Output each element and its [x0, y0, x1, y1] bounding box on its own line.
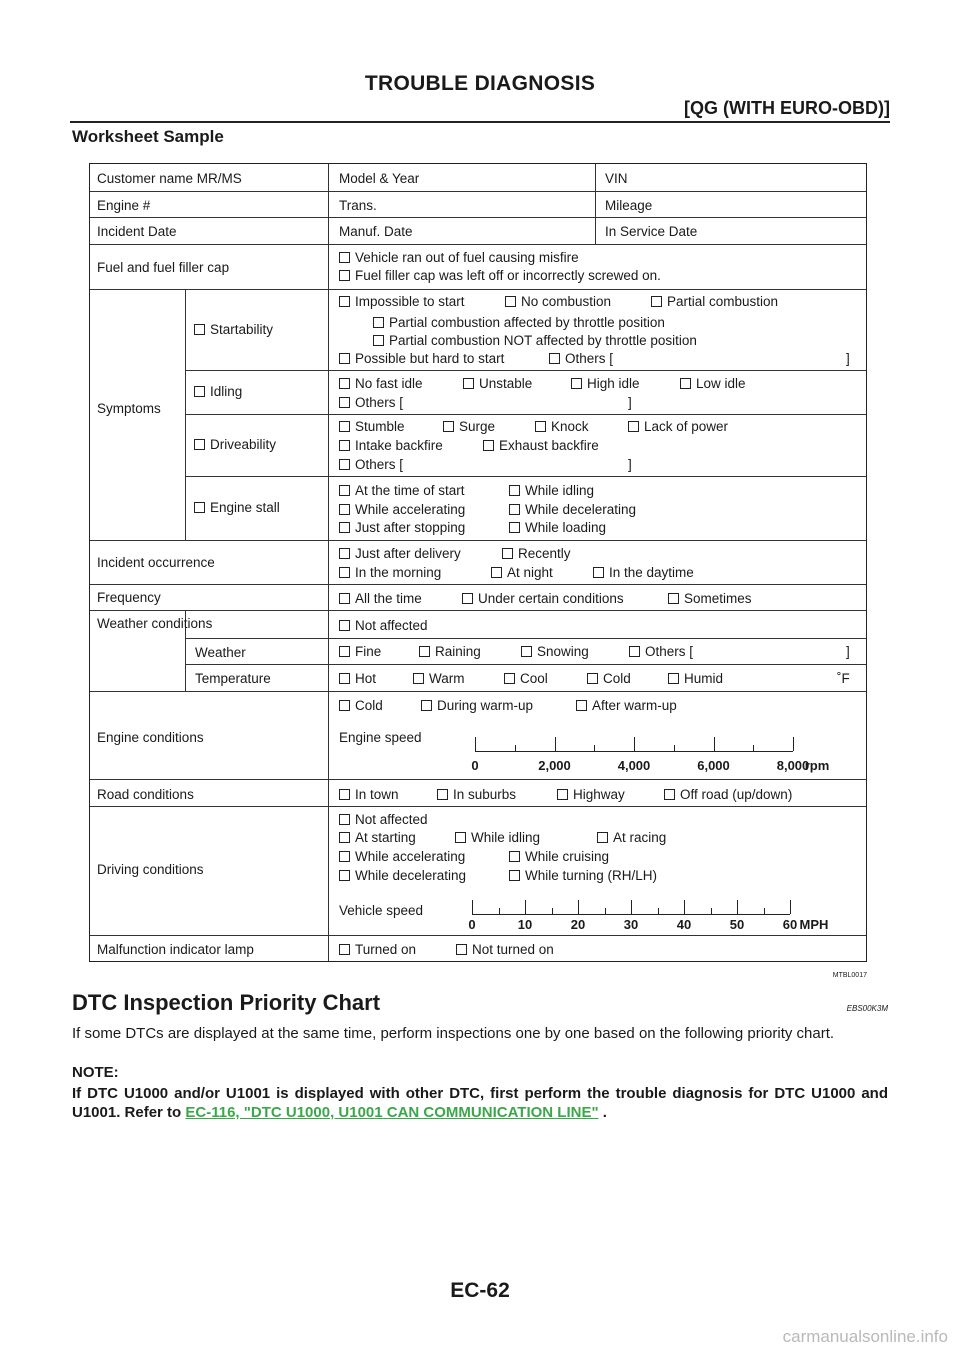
symptoms-label: Symptoms — [97, 401, 161, 416]
page-number: EC-62 — [450, 1279, 510, 1302]
idling-others-close: ] — [628, 395, 632, 410]
scale-tick-label: 60 — [782, 917, 798, 932]
at-racing-option[interactable]: At racing — [597, 831, 666, 845]
vin-label: VIN — [605, 171, 628, 186]
worksheet-table — [89, 163, 867, 962]
scale-unit: MPH — [799, 917, 829, 932]
scale-tick-label: 20 — [570, 917, 586, 932]
idling-others-option[interactable]: Others [ — [339, 396, 403, 410]
driveability-others-close: ] — [628, 457, 632, 472]
scale-minor-tick — [515, 745, 516, 751]
driving-not-affected-option[interactable]: Not affected — [339, 813, 428, 827]
weather-not-affected-option[interactable]: Not affected — [339, 619, 428, 633]
scale-major-tick — [634, 737, 635, 751]
scale-minor-tick — [711, 908, 712, 914]
cool-option[interactable]: Cool — [504, 672, 548, 686]
scale-tick-label: 6,000 — [697, 758, 730, 773]
at-starting-option[interactable]: At starting — [339, 831, 416, 845]
scale-minor-tick — [764, 908, 765, 914]
scale-tick-label: 8,000 — [776, 758, 810, 773]
dtc-title: DTC Inspection Priority Chart — [72, 990, 381, 1015]
highway-option[interactable]: Highway — [557, 788, 625, 802]
driving-conditions-label: Driving conditions — [97, 862, 204, 877]
exhaust-backfire-option[interactable]: Exhaust backfire — [483, 439, 599, 453]
scale-tick-label: 0 — [468, 917, 476, 932]
header-subtitle: [QG (WITH EURO-OBD)] — [684, 98, 890, 118]
scale-minor-tick — [658, 908, 659, 914]
stall-while-decel-option[interactable]: While decelerating — [509, 503, 636, 517]
recently-option[interactable]: Recently — [502, 547, 571, 561]
fine-option[interactable]: Fine — [339, 645, 381, 659]
scale-major-tick — [631, 900, 632, 914]
checkbox[interactable] — [339, 270, 350, 281]
engine-speed-label: Engine speed — [339, 730, 422, 745]
fuel-option-cap-off[interactable]: Fuel filler cap was left off or incorrectly screwed on. — [339, 269, 661, 283]
daytime-option[interactable]: In the daytime — [593, 566, 694, 580]
scale-baseline — [472, 914, 790, 915]
all-the-time-option[interactable]: All the time — [339, 592, 422, 606]
temperature-label: Temperature — [195, 671, 271, 686]
high-idle-option[interactable]: High idle — [571, 377, 640, 391]
in-town-option[interactable]: In town — [339, 788, 399, 802]
no-fast-idle-option[interactable]: No fast idle — [339, 377, 423, 391]
turned-on-option[interactable]: Turned on — [339, 943, 416, 957]
scale-minor-tick — [552, 908, 553, 914]
stall-while-accel-option[interactable]: While accelerating — [339, 503, 465, 517]
weather-others-close: ] — [846, 644, 850, 659]
startability-option[interactable]: Startability — [194, 323, 273, 337]
scale-tick-label: 2,000 — [538, 758, 571, 773]
scale-unit: rpm — [804, 758, 830, 773]
dtc-doc-id: EBS00K3M — [846, 1004, 888, 1013]
raining-option[interactable]: Raining — [419, 645, 481, 659]
cold-option[interactable]: Cold — [587, 672, 631, 686]
after-warmup-option[interactable]: After warm-up — [576, 699, 677, 713]
scale-major-tick — [555, 737, 556, 751]
snowing-option[interactable]: Snowing — [521, 645, 589, 659]
scale-minor-tick — [594, 745, 595, 751]
weather-label: Weather — [195, 645, 246, 660]
note-text: If DTC U1000 and/or U1001 is displayed with other DTC, first perform the trouble diagnosis for DTC U1000 and U1001. Refer to EC-116, "DTC U1000, U1001 CAN COMMUNICATION LINE" . — [72, 1085, 888, 1121]
while-loading-option[interactable]: While loading — [509, 521, 606, 535]
partial-throttle-option[interactable]: Partial combustion affected by throttle position — [373, 316, 665, 330]
scale-major-tick — [714, 737, 715, 751]
scale-major-tick — [793, 737, 794, 751]
knock-option[interactable]: Knock — [535, 420, 589, 434]
at-night-option[interactable]: At night — [491, 566, 553, 580]
scale-tick-label: 4,000 — [617, 758, 651, 773]
scale-minor-tick — [674, 745, 675, 751]
partial-not-throttle-option[interactable]: Partial combustion NOT affected by throttle position — [373, 334, 697, 348]
not-turned-on-option[interactable]: Not turned on — [456, 943, 554, 957]
during-warmup-option[interactable]: During warm-up — [421, 699, 533, 713]
scale-major-tick — [790, 900, 791, 914]
scale-minor-tick — [605, 908, 606, 914]
scale-minor-tick — [753, 745, 754, 751]
scale-tick-label: 50 — [729, 917, 745, 932]
scale-major-tick — [578, 900, 579, 914]
scale-major-tick — [472, 900, 473, 914]
vehicle-speed-label: Vehicle speed — [339, 903, 424, 918]
stall-while-idling-option[interactable]: While idling — [509, 484, 594, 498]
engine-cold-option[interactable]: Cold — [339, 699, 383, 713]
temperature-unit: ˚F — [837, 671, 850, 686]
header-rule — [70, 121, 890, 123]
possible-hard-start-option[interactable]: Possible but hard to start — [339, 352, 504, 366]
scale-minor-tick — [499, 908, 500, 914]
stumble-option[interactable]: Stumble — [339, 420, 405, 434]
frequency-label: Frequency — [97, 590, 161, 605]
startability-others-close: ] — [846, 351, 850, 366]
mil-label: Malfunction indicator lamp — [97, 942, 254, 957]
startability-others-option[interactable]: Others [ — [549, 352, 613, 366]
scale-tick-label: 10 — [517, 917, 533, 932]
under-certain-option[interactable]: Under certain conditions — [462, 592, 624, 606]
lack-of-power-option[interactable]: Lack of power — [628, 420, 728, 434]
just-after-delivery-option[interactable]: Just after delivery — [339, 547, 461, 561]
off-road-option[interactable]: Off road (up/down) — [664, 788, 792, 802]
engine-conditions-label: Engine conditions — [97, 730, 204, 745]
scale-major-tick — [525, 900, 526, 914]
in-service-date-label: In Service Date — [605, 224, 698, 239]
sometimes-option[interactable]: Sometimes — [668, 592, 752, 606]
humid-option[interactable]: Humid — [668, 672, 723, 686]
engine-speed-scale — [471, 737, 830, 777]
driveability-option[interactable]: Driveability — [194, 438, 276, 452]
scale-tick-label: 40 — [676, 917, 692, 932]
scale-baseline — [475, 751, 793, 752]
scale-major-tick — [475, 737, 476, 751]
engine-stall-option[interactable]: Engine stall — [194, 501, 280, 515]
note-label: NOTE: — [72, 1064, 119, 1081]
checkbox[interactable] — [339, 252, 350, 263]
incident-date-label: Incident Date — [97, 224, 177, 239]
mileage-label: Mileage — [605, 198, 653, 213]
figure-id: MTBL0017 — [832, 972, 867, 979]
low-idle-option[interactable]: Low idle — [680, 377, 746, 391]
surge-option[interactable]: Surge — [443, 420, 495, 434]
after-stopping-option[interactable]: Just after stopping — [339, 521, 465, 535]
no-combustion-option[interactable]: No combustion — [505, 295, 611, 309]
weather-conditions-label: Weather conditions — [97, 616, 213, 631]
in-suburbs-option[interactable]: In suburbs — [437, 788, 516, 802]
header-title: TROUBLE DIAGNOSIS — [364, 72, 596, 95]
driving-while-decel-option[interactable]: While decelerating — [339, 869, 466, 883]
idling-option[interactable]: Idling — [194, 385, 242, 399]
incident-occurrence-label: Incident occurrence — [97, 555, 215, 570]
watermark: carmanualsonline.info — [782, 1327, 948, 1346]
unstable-option[interactable]: Unstable — [463, 377, 532, 391]
dtc-paragraph: If some DTCs are displayed at the same time, perform inspections one by one based on the following priority chart. — [72, 1025, 835, 1042]
morning-option[interactable]: In the morning — [339, 566, 441, 580]
scale-major-tick — [737, 900, 738, 914]
driving-while-accel-option[interactable]: While accelerating — [339, 850, 465, 864]
road-conditions-label: Road conditions — [97, 787, 194, 802]
driveability-others-option[interactable]: Others [ — [339, 458, 403, 472]
manuf-date-label: Manuf. Date — [339, 224, 413, 239]
time-of-start-option[interactable]: At the time of start — [339, 484, 465, 498]
trans-label: Trans. — [339, 198, 377, 213]
scale-tick-label: 30 — [623, 917, 639, 932]
while-turning-option[interactable]: While turning (RH/LH) — [509, 869, 657, 883]
while-cruising-option[interactable]: While cruising — [509, 850, 609, 864]
fuel-cap-label: Fuel and fuel filler cap — [97, 260, 230, 275]
section-title: Worksheet Sample — [72, 127, 224, 146]
ec-116-link[interactable]: EC-116, "DTC U1000, U1001 CAN COMMUNICATION LINE" — [185, 1104, 599, 1121]
vehicle-speed-scale — [468, 900, 829, 932]
scale-major-tick — [684, 900, 685, 914]
partial-combustion-option[interactable]: Partial combustion — [651, 295, 778, 309]
hot-option[interactable]: Hot — [339, 672, 376, 686]
scale-tick-label: 0 — [471, 758, 479, 773]
warm-option[interactable]: Warm — [413, 672, 465, 686]
driving-while-idling-option[interactable]: While idling — [455, 831, 540, 845]
impossible-start-option[interactable]: Impossible to start — [339, 295, 465, 309]
customer-name-label: Customer name MR/MS — [97, 171, 242, 186]
fuel-option-misfire[interactable]: Vehicle ran out of fuel causing misfire — [339, 251, 579, 265]
weather-others-option[interactable]: Others [ — [629, 645, 693, 659]
intake-backfire-option[interactable]: Intake backfire — [339, 439, 443, 453]
model-year-label: Model & Year — [339, 171, 420, 186]
engine-no-label: Engine # — [97, 198, 151, 213]
